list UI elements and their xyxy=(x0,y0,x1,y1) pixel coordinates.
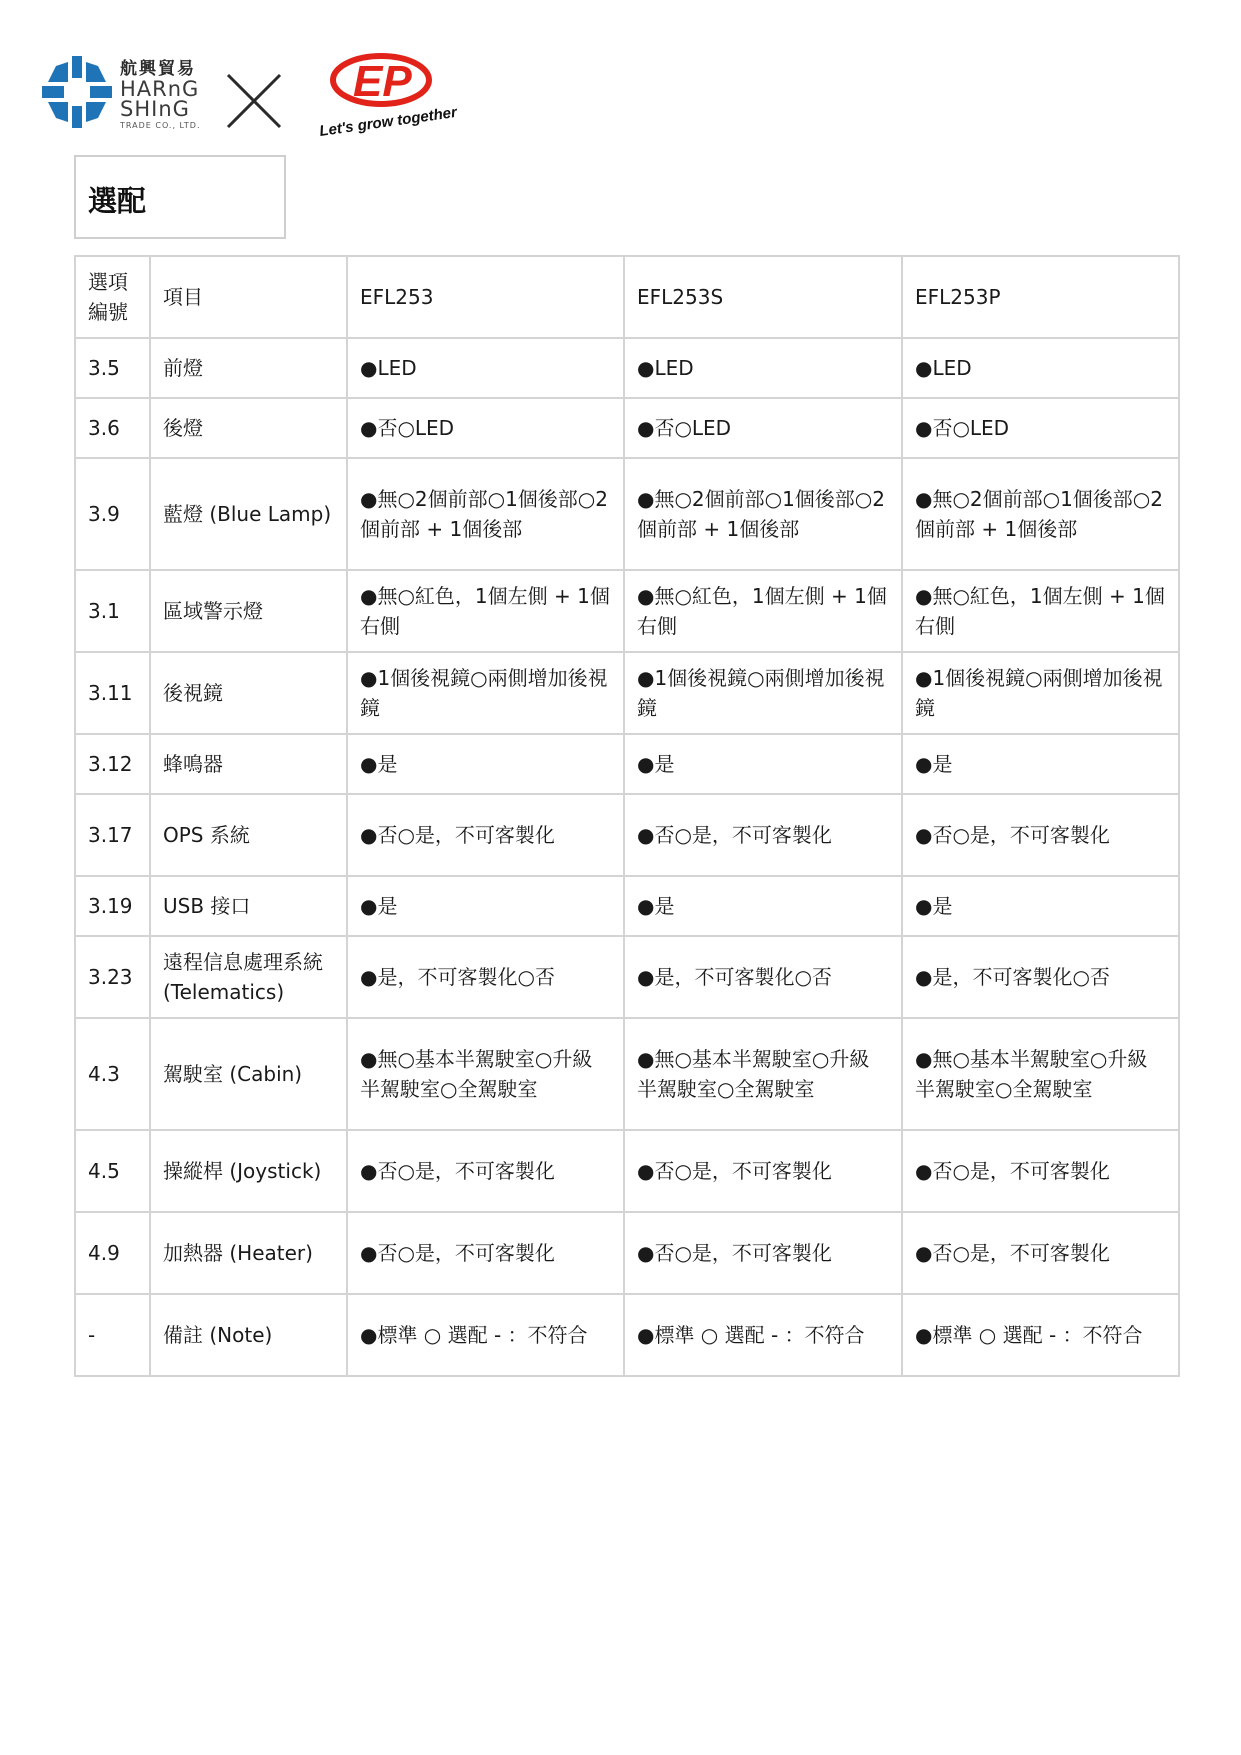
table-row xyxy=(75,794,1179,876)
option-efl253: ●是 xyxy=(347,876,624,936)
option-efl253p: ●是 xyxy=(902,876,1179,936)
harng-shing-wordmark xyxy=(120,54,200,130)
harng-shing-logo-icon xyxy=(42,56,112,128)
option-code: 4.5 xyxy=(75,1130,150,1212)
option-code: 4.9 xyxy=(75,1212,150,1294)
harng-shing-english-line1: HARnG xyxy=(120,77,200,101)
table-row xyxy=(75,570,1179,652)
header-cell-efl253s: EFL253S xyxy=(624,256,902,338)
ep-logo-mark: EP xyxy=(353,57,412,106)
table-header-row xyxy=(75,256,1179,338)
table-row xyxy=(75,876,1179,936)
option-efl253: ●是 xyxy=(347,734,624,794)
option-item: 備註 (Note) xyxy=(150,1294,347,1376)
option-code: 3.5 xyxy=(75,338,150,398)
harng-shing-english-line2: SHInG xyxy=(120,97,190,121)
option-efl253p: ●是 xyxy=(902,734,1179,794)
header-cell-item: 項目 xyxy=(150,256,347,338)
section-title: 選配 xyxy=(88,184,147,218)
table-row xyxy=(75,936,1179,1018)
header-cell-efl253: EFL253 xyxy=(347,256,624,338)
option-efl253p: ●LED xyxy=(902,338,1179,398)
option-code: - xyxy=(75,1294,150,1376)
option-efl253s: ●無○基本半駕駛室○升級半駕駛室○全駕駛室 xyxy=(624,1018,902,1130)
option-code: 3.11 xyxy=(75,652,150,734)
table-row xyxy=(75,1294,1179,1376)
option-efl253p: ●標準 ○ 選配 - ：不符合 xyxy=(902,1294,1179,1376)
option-efl253s: ●是 xyxy=(624,734,902,794)
option-efl253p: ●否○是，不可客製化 xyxy=(902,794,1179,876)
option-efl253: ●無○基本半駕駛室○升級半駕駛室○全駕駛室 xyxy=(347,1018,624,1130)
harng-shing-subtitle: TRADE CO., LTD. xyxy=(120,121,201,130)
section-title-box xyxy=(74,155,286,239)
option-item: 操縱桿 (Joystick) xyxy=(150,1130,347,1212)
option-efl253s: ●無○紅色，1個左側 + 1個右側 xyxy=(624,570,902,652)
option-code: 3.17 xyxy=(75,794,150,876)
option-code: 4.3 xyxy=(75,1018,150,1130)
option-efl253p: ●無○2個前部○1個後部○2個前部 + 1個後部 xyxy=(902,458,1179,570)
option-code: 3.19 xyxy=(75,876,150,936)
table-row xyxy=(75,1130,1179,1212)
option-efl253: ●無○2個前部○1個後部○2個前部 + 1個後部 xyxy=(347,458,624,570)
header-logos xyxy=(42,48,462,138)
table-row xyxy=(75,398,1179,458)
table-row xyxy=(75,652,1179,734)
option-efl253s: ●1個後視鏡○兩側增加後視鏡 xyxy=(624,652,902,734)
option-code: 3.23 xyxy=(75,936,150,1018)
option-efl253: ●否○是，不可客製化 xyxy=(347,794,624,876)
option-efl253: ●1個後視鏡○兩側增加後視鏡 xyxy=(347,652,624,734)
option-item: 後燈 xyxy=(150,398,347,458)
collaboration-x-icon xyxy=(225,72,283,130)
option-code: 3.1 xyxy=(75,570,150,652)
option-item: 藍燈 (Blue Lamp) xyxy=(150,458,347,570)
option-efl253p: ●無○基本半駕駛室○升級半駕駛室○全駕駛室 xyxy=(902,1018,1179,1130)
option-efl253s: ●否○LED xyxy=(624,398,902,458)
option-efl253: ●是，不可客製化○否 xyxy=(347,936,624,1018)
harng-shing-chinese-name: 航興貿易 xyxy=(120,59,196,79)
ep-logo-icon xyxy=(297,48,477,140)
ep-logo-slogan: Let's grow together xyxy=(318,103,458,140)
option-efl253: ●LED xyxy=(347,338,624,398)
table-row xyxy=(75,734,1179,794)
option-code: 3.6 xyxy=(75,398,150,458)
option-efl253s: ●否○是，不可客製化 xyxy=(624,1212,902,1294)
option-efl253s: ●LED xyxy=(624,338,902,398)
table-row xyxy=(75,1018,1179,1130)
option-efl253p: ●無○紅色，1個左側 + 1個右側 xyxy=(902,570,1179,652)
option-code: 3.12 xyxy=(75,734,150,794)
option-item: OPS 系統 xyxy=(150,794,347,876)
option-efl253s: ●無○2個前部○1個後部○2個前部 + 1個後部 xyxy=(624,458,902,570)
header-cell-code: 選項編號 xyxy=(75,256,150,338)
table-row xyxy=(75,338,1179,398)
option-item: 駕駛室 (Cabin) xyxy=(150,1018,347,1130)
option-item: 前燈 xyxy=(150,338,347,398)
option-efl253p: ●否○是，不可客製化 xyxy=(902,1212,1179,1294)
option-efl253: ●標準 ○ 選配 - ：不符合 xyxy=(347,1294,624,1376)
option-efl253p: ●1個後視鏡○兩側增加後視鏡 xyxy=(902,652,1179,734)
option-efl253p: ●是，不可客製化○否 xyxy=(902,936,1179,1018)
option-item: 區域警示燈 xyxy=(150,570,347,652)
option-efl253: ●否○LED xyxy=(347,398,624,458)
option-efl253s: ●是 xyxy=(624,876,902,936)
option-efl253s: ●否○是，不可客製化 xyxy=(624,1130,902,1212)
option-item: 加熱器 (Heater) xyxy=(150,1212,347,1294)
option-item: USB 接口 xyxy=(150,876,347,936)
options-table xyxy=(74,255,1180,1377)
option-efl253s: ●否○是，不可客製化 xyxy=(624,794,902,876)
option-item: 遠程信息處理系統 (Telematics) xyxy=(150,936,347,1018)
option-code: 3.9 xyxy=(75,458,150,570)
option-item: 蜂鳴器 xyxy=(150,734,347,794)
option-efl253s: ●是，不可客製化○否 xyxy=(624,936,902,1018)
table-row xyxy=(75,458,1179,570)
option-efl253p: ●否○是，不可客製化 xyxy=(902,1130,1179,1212)
option-efl253: ●否○是，不可客製化 xyxy=(347,1130,624,1212)
table-row xyxy=(75,1212,1179,1294)
option-efl253p: ●否○LED xyxy=(902,398,1179,458)
option-efl253: ●無○紅色，1個左側 + 1個右側 xyxy=(347,570,624,652)
header-cell-efl253p: EFL253P xyxy=(902,256,1179,338)
option-efl253s: ●標準 ○ 選配 - ：不符合 xyxy=(624,1294,902,1376)
option-efl253: ●否○是，不可客製化 xyxy=(347,1212,624,1294)
option-item: 後視鏡 xyxy=(150,652,347,734)
